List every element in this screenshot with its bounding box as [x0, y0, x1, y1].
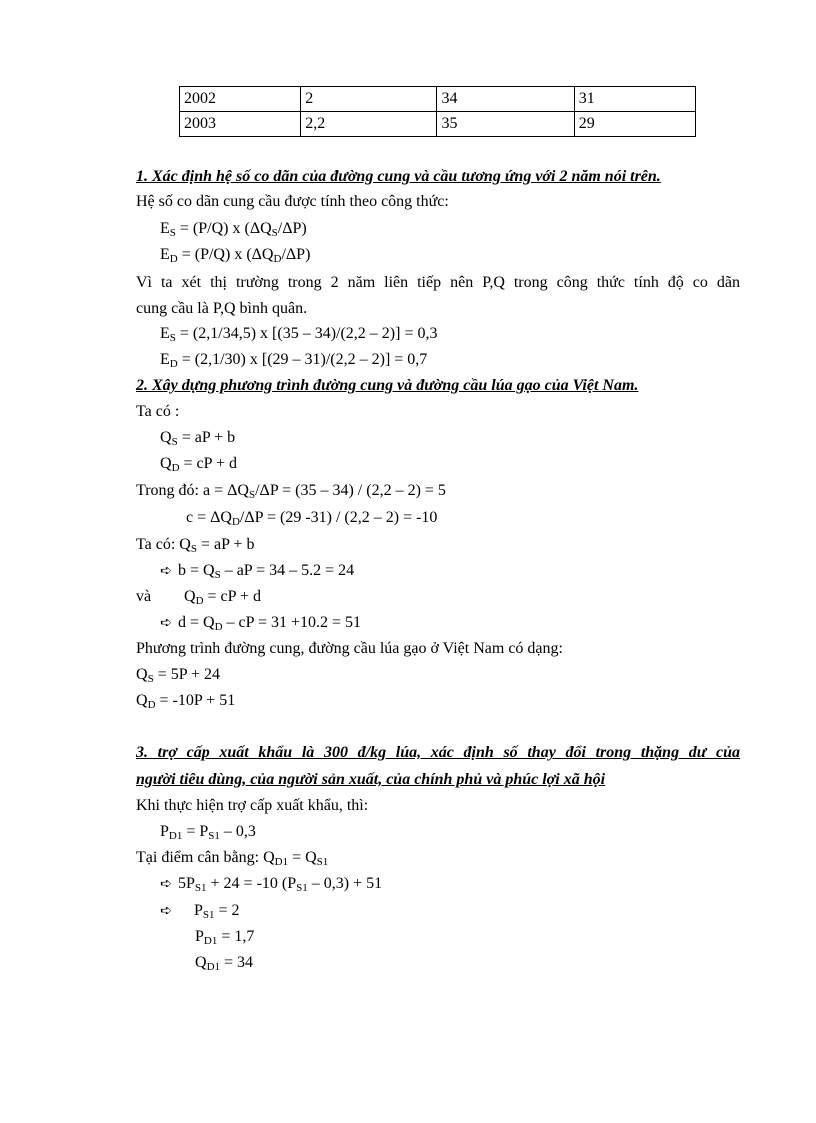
section-1-heading: 1. Xác định hệ số co dãn của đường cung và cầu tương ứng với 2 năm nói trên.	[136, 168, 661, 185]
text: Tại điểm cân bằng: Q	[136, 849, 275, 866]
text: P	[194, 902, 203, 919]
subscript: S1	[316, 856, 329, 868]
text: Q	[195, 954, 207, 971]
table-cell: 31	[574, 87, 695, 112]
subscript: S	[169, 332, 176, 344]
table-row	[180, 112, 696, 137]
text: /ΔP)	[277, 220, 307, 237]
subscript: D	[169, 253, 178, 265]
text: d = Q	[178, 614, 215, 631]
formula-qd1-value	[195, 953, 253, 973]
text: b = Q	[178, 562, 215, 579]
text: = 1,7	[217, 928, 255, 945]
table-cell: 2003	[180, 112, 301, 137]
subscript: D	[273, 253, 282, 265]
subscript: D	[214, 621, 223, 633]
text-line: Phương trình đường cung, đường cầu lúa gạo ở Việt Nam có dạng:	[136, 640, 563, 657]
text: = aP + b	[196, 536, 255, 553]
formula-qd-repeat	[184, 587, 261, 607]
text: E	[160, 246, 170, 263]
table-cell: 34	[437, 87, 574, 112]
table-cell: 35	[437, 112, 574, 137]
text: = cP + d	[179, 455, 237, 472]
subscript: D	[171, 462, 180, 474]
table-cell: 2,2	[301, 112, 437, 137]
subscript: S1	[194, 882, 207, 894]
text: – aP = 34 – 5.2 = 24	[220, 562, 355, 579]
formula-c	[186, 508, 437, 528]
text: Q	[160, 455, 172, 472]
text: /ΔP = (29 -31) / (2,2 – 2) = -10	[239, 509, 438, 526]
subscript: S	[248, 489, 256, 501]
text: E	[160, 220, 170, 237]
subscript: D1	[274, 856, 289, 868]
text: = (P/Q) x (ΔQ	[175, 220, 272, 237]
formula-qs-final	[136, 665, 220, 685]
text: Trong đó: a = ΔQ	[136, 482, 249, 499]
formula-es	[160, 219, 307, 239]
subscript: S1	[208, 830, 220, 842]
subscript: D	[195, 595, 204, 607]
table-cell: 2	[301, 87, 437, 112]
table-cell: 29	[574, 112, 695, 137]
text-line: Hệ số co dãn cung cầu được tính theo công thức:	[136, 193, 449, 210]
text: = 5P + 24	[153, 666, 221, 683]
text: P	[195, 928, 204, 945]
text: Ta có: Q	[136, 536, 191, 553]
right-arrow-icon: ➪	[160, 563, 172, 579]
subscript: D	[231, 516, 240, 528]
text: E	[160, 351, 170, 368]
text-line: Ta có :	[136, 403, 180, 420]
text-line: và	[136, 588, 152, 605]
right-arrow-icon: ➪	[160, 876, 172, 892]
text: 5P	[178, 875, 195, 892]
text: = aP + b	[177, 429, 236, 446]
subscript: D	[147, 699, 156, 711]
subscript: S	[171, 436, 178, 448]
text: /ΔP)	[281, 246, 311, 263]
formula-equilibrium	[136, 848, 328, 868]
subscript: S	[190, 543, 197, 555]
formula-pd1-value	[195, 927, 254, 947]
price-quantity-table	[179, 86, 696, 137]
text: P	[160, 823, 169, 840]
text: = P	[182, 823, 209, 840]
formula-b	[160, 561, 354, 581]
table-cell: 2002	[180, 87, 301, 112]
text: /ΔP = (35 – 34) / (2,2 – 2) = 5	[255, 482, 446, 499]
subscript: S	[214, 569, 221, 581]
formula-ps1	[160, 901, 240, 921]
table-row	[180, 87, 696, 112]
subscript: S1	[202, 909, 215, 921]
subscript: S1	[296, 882, 308, 894]
formula-solve	[160, 874, 382, 894]
formula-ed-result	[160, 350, 427, 370]
section-3-heading-line-1: 3. trợ cấp xuất khẩu là 300 đ/kg lúa, xác định số thay đổi trong thặng dư của	[136, 744, 740, 761]
text: = cP + d	[203, 588, 261, 605]
subscript: D1	[203, 935, 218, 947]
text: = (2,1/30) x [(29 – 31)/(2,2 – 2)] = 0,7	[177, 351, 428, 368]
formula-a	[136, 481, 446, 501]
text: = 34	[220, 954, 254, 971]
subscript: D1	[168, 830, 183, 842]
formula-ed	[160, 245, 310, 265]
text: Q	[136, 692, 148, 709]
subscript: D1	[206, 961, 221, 973]
text: = -10P + 51	[155, 692, 236, 709]
text: Q	[184, 588, 196, 605]
text: c = ΔQ	[186, 509, 232, 526]
text-line: cung cầu là P,Q bình quân.	[136, 300, 308, 317]
text: E	[160, 325, 170, 342]
subscript: S	[147, 673, 154, 685]
formula-qd	[160, 454, 237, 474]
right-arrow-icon: ➪	[160, 615, 172, 631]
formula-d	[160, 613, 361, 633]
subscript: D	[169, 358, 178, 370]
text: – cP = 31 +10.2 = 51	[222, 614, 362, 631]
text: Q	[136, 666, 148, 683]
formula-qd-final	[136, 691, 235, 711]
section-3-heading-line-2: người tiêu dùng, của người sản xuất, của chính phủ và phúc lợi xã hội	[136, 771, 606, 788]
right-arrow-icon: ➪	[160, 903, 172, 919]
text: = 2	[214, 902, 240, 919]
text: Q	[160, 429, 172, 446]
formula-es-result	[160, 324, 437, 344]
text: = (P/Q) x (ΔQ	[177, 246, 274, 263]
text: – 0,3	[219, 823, 256, 840]
text-line: Vì ta xét thị trường trong 2 năm liên tiếp nên P,Q trong công thức tính độ co dãn	[136, 274, 740, 291]
text: = Q	[288, 849, 317, 866]
text-line: Khi thực hiện trợ cấp xuất khẩu, thì:	[136, 797, 369, 814]
section-2-heading: 2. Xây dựng phương trình đường cung và đường cầu lúa gạo của Việt Nam.	[136, 377, 639, 394]
text: = (2,1/34,5) x [(35 – 34)/(2,2 – 2)] = 0,3	[175, 325, 438, 342]
subscript: S	[271, 227, 278, 239]
formula-qs	[160, 428, 235, 448]
text: – 0,3) + 51	[307, 875, 383, 892]
subscript: S	[169, 227, 176, 239]
formula-pd1	[160, 822, 256, 842]
text: + 24 = -10 (P	[206, 875, 297, 892]
formula-qs-repeat	[136, 535, 254, 555]
